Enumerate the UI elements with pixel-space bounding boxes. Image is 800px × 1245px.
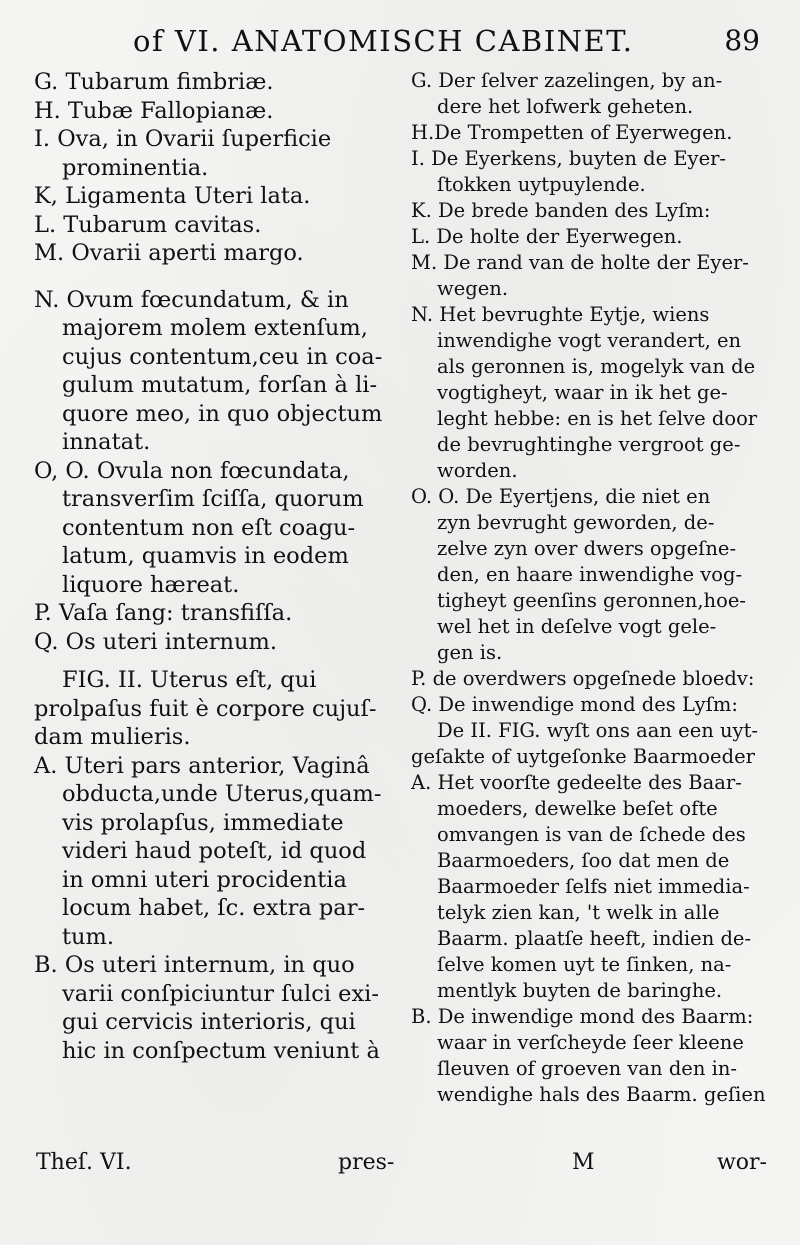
text-line: hic in conſpectum veniunt à (62, 1037, 380, 1064)
text-line: waar in verſcheyde ſeer kleene (437, 1031, 744, 1054)
dutch-column (411, 68, 780, 1108)
dutch-entry-o (411, 484, 780, 666)
dutch-entry-b (411, 1004, 780, 1108)
text-line: mentlyk buyten de baringhe. (437, 979, 723, 1002)
footer-catchword-dutch: wor- (716, 1150, 767, 1175)
text-line: Q. Os uteri internum. (34, 628, 277, 655)
latin-column (34, 68, 394, 1065)
text-line: A. Uteri pars anterior, Vaginâ (34, 752, 370, 779)
text-line: M. De rand van de holte der Eyer- (411, 251, 749, 274)
text-line: de bevrughtinghe vergroot ge- (437, 433, 741, 456)
text-line: quore meo, in quo objectum (62, 400, 383, 427)
latin-entry-k (34, 182, 394, 211)
text-line: N. Het bevrughte Eytje, wiens (411, 303, 710, 326)
text-line: K. De brede banden des Lyſm: (411, 199, 711, 222)
dutch-entry-q (411, 692, 780, 718)
text-line: zyn bevrught geworden, de- (437, 511, 715, 534)
text-line: inwendighe vogt verandert, en (437, 329, 742, 352)
latin-entry-g (34, 68, 394, 97)
page-header (0, 24, 800, 70)
text-line: dam mulieris. (34, 724, 191, 750)
text-line: Q. De inwendige mond des Lyſm: (411, 693, 738, 716)
text-line: Baarmoeder ſelfs niet immedia- (437, 875, 750, 898)
text-line: als geronnen is, mogelyk van de (437, 355, 756, 378)
text-line: I. Ova, in Ovarii ſuperficie (34, 126, 332, 152)
latin-entry-m (34, 239, 394, 268)
dutch-entry-n (411, 302, 780, 484)
text-line: zelve zyn over dwers opgeſne- (437, 537, 737, 560)
text-line: L. Tubarum cavitas. (34, 211, 262, 238)
latin-entry-n (34, 286, 394, 457)
text-line: leght hebbe: en is het ſelve door (437, 407, 758, 430)
text-line: tigheyt geenſins geronnen,hoe- (437, 589, 746, 612)
text-line: gen is. (437, 641, 503, 664)
text-line: O, O. Ovula non fœcundata, (34, 457, 350, 484)
text-line: liquore hæreat. (62, 571, 240, 598)
text-line: De II. FIG. wyſt ons aan een uyt- (437, 719, 758, 742)
latin-entry-l (34, 211, 394, 240)
text-line: moeders, dewelke beſet ofte (437, 797, 718, 820)
text-line: Baarmoeders, ſoo dat men de (437, 849, 730, 872)
dutch-entry-a (411, 770, 780, 1004)
signature-mark: M (572, 1150, 595, 1175)
page-footer (0, 1150, 800, 1190)
text-line: transverſim ſciſſa, quorum (62, 486, 364, 512)
text-line: den, en haare inwendighe vog- (437, 563, 743, 586)
text-line: G. Der ſelver zazelingen, by an- (411, 69, 723, 92)
page-number: 89 (724, 24, 760, 57)
text-line: M. Ovarii aperti margo. (34, 240, 304, 266)
footer-catchword-latin: pres- (338, 1150, 395, 1175)
text-line: P. de overdwers opgeſnede bloedv: (411, 667, 755, 690)
latin-entry-p (34, 599, 394, 628)
text-line: majorem molem extenſum, (62, 315, 368, 341)
spacer (34, 268, 394, 286)
text-line: wendighe hals des Baarm. geſien (437, 1083, 766, 1106)
text-line: ſelve komen uyt te ſinken, na- (437, 953, 732, 976)
text-line: K, Ligamenta Uteri lata. (34, 183, 311, 209)
text-line: gulum mutatum, forſan à li- (62, 372, 378, 398)
text-line: varii conſpiciuntur ſulci exi- (62, 980, 379, 1007)
text-line: obducta,unde Uterus,quam- (62, 781, 382, 807)
text-line: in omni uteri procidentia (62, 866, 347, 893)
latin-entry-a (34, 752, 394, 952)
text-line: tum. (62, 923, 115, 950)
latin-entry-b (34, 951, 394, 1065)
text-line: wel het in deſelve vogt gele- (437, 615, 717, 638)
dutch-entry-m (411, 250, 780, 302)
latin-entry-o (34, 457, 394, 600)
text-line: L. De holte der Eyerwegen. (411, 225, 683, 248)
text-line: ſleuven of groeven van den in- (437, 1057, 737, 1080)
text-line: I. De Eyerkens, buyten de Eyer- (411, 147, 727, 170)
text-line: cujus contentum,ceu in coa- (62, 343, 383, 370)
latin-entry-h (34, 97, 394, 126)
text-line: worden. (437, 459, 518, 482)
text-line: latum, quamvis in eodem (62, 543, 349, 569)
text-line: telyk zien kan, 't welk in alle (437, 901, 720, 924)
dutch-entry-l (411, 224, 780, 250)
text-line: dere het lofwerk geheten. (437, 95, 694, 118)
text-line: ſtokken uytpuylende. (437, 173, 646, 196)
text-line: O. O. De Eyertjens, die niet en (411, 485, 711, 508)
dutch-entry-g (411, 68, 780, 120)
text-line: omvangen is van de ſchede des (437, 823, 746, 846)
footer-catchword-left: Theſ. VI. (36, 1150, 132, 1175)
text-line: contentum non eſt coagu- (62, 514, 356, 541)
text-line: H.De Trompetten of Eyerwegen. (411, 121, 733, 144)
text-line: G. Tubarum fimbriæ. (34, 69, 274, 95)
text-line: prolpaſus fuit è corpore cujuſ- (34, 695, 377, 722)
latin-entry-i (34, 125, 394, 182)
text-line: vogtigheyt, waar in ik het ge- (437, 381, 728, 404)
text-line: gui cervicis interioris, qui (62, 1009, 356, 1035)
dutch-entry-i (411, 146, 780, 198)
text-line: innatat. (62, 429, 151, 455)
text-line: Baarm. plaatſe heeft, indien de- (437, 927, 752, 950)
dutch-entry-h (411, 120, 780, 146)
spacer (34, 656, 394, 666)
dutch-entry-fig-ii (411, 718, 780, 770)
text-line: A. Het voorſte gedeelte des Baar- (411, 771, 742, 794)
text-line: FIG. II. Uterus eſt, qui (62, 667, 317, 693)
text-line: N. Ovum fœcundatum, & in (34, 286, 349, 313)
text-line: B. De inwendige mond des Baarm: (411, 1005, 754, 1028)
text-line: vis prolapſus, immediate (62, 809, 344, 836)
text-line: locum habet, ſc. extra par- (62, 895, 366, 921)
latin-entry-q (34, 628, 394, 657)
text-line: geſakte of uytgeſonke Baarmoeder (411, 745, 755, 768)
latin-entry-fig-ii (34, 666, 394, 752)
text-line: videri haud poteſt, id quod (62, 838, 367, 864)
text-line: wegen. (437, 277, 509, 300)
text-line: H. Tubæ Fallopianæ. (34, 97, 274, 124)
running-head: of VI. ANATOMISCH CABINET. (133, 24, 634, 58)
dutch-entry-k (411, 198, 780, 224)
text-line: B. Os uteri internum, in quo (34, 952, 355, 978)
text-line: prominentia. (62, 154, 209, 181)
dutch-entry-p (411, 666, 780, 692)
text-line: P. Vaſa ſang: transfiſſa. (34, 600, 293, 626)
